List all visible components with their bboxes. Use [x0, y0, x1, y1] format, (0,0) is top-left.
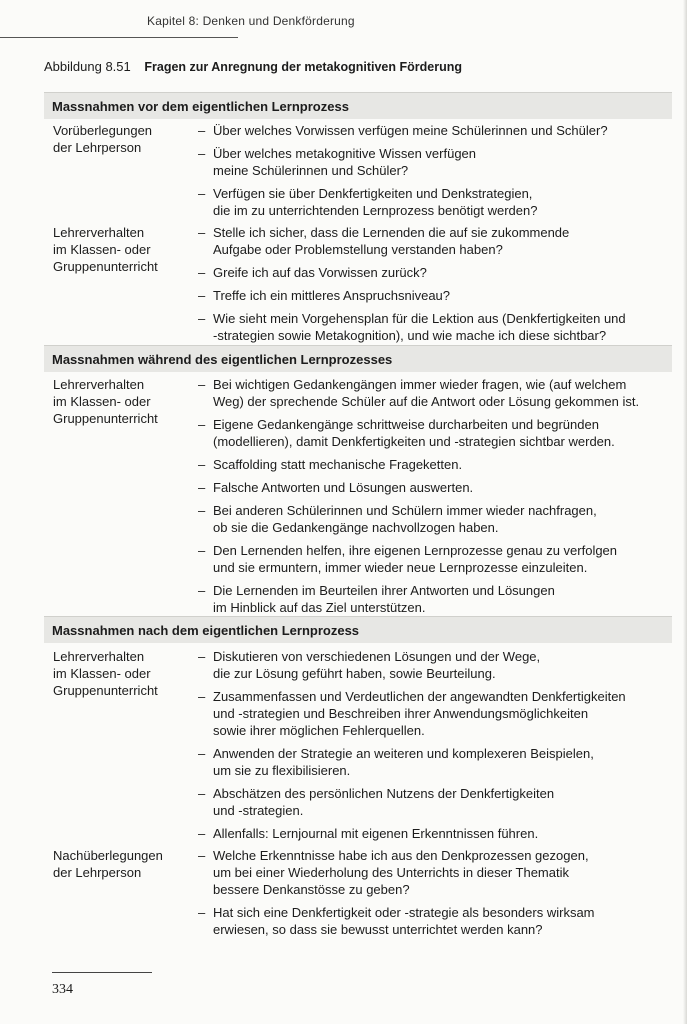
row-label: Lehrerverhalten im Klassen- oder Gruppenunterricht [53, 225, 158, 274]
figure-number: Abbildung 8.51 [44, 59, 131, 74]
row-label: Lehrerverhalten im Klassen- oder Gruppenunterricht [53, 377, 158, 426]
question-list [196, 224, 674, 350]
list-item: – Verfügen sie über Denkfertigkeiten und Denkstrategien, die im zu unterrichtenden Lernprozess benötigt werden? [196, 185, 674, 219]
list-item: – Abschätzen des persönlichen Nutzens der Denkfertigkeiten und -strategien. [196, 785, 674, 819]
figure-caption [44, 59, 462, 74]
list-item: – Über welches metakognitive Wissen verfügen meine Schülerinnen und Schüler? [196, 145, 674, 179]
page-number: 334 [52, 982, 73, 997]
row-label: Lehrerverhalten im Klassen- oder Gruppenunterricht [53, 649, 158, 698]
list-item: – Bei wichtigen Gedankengängen immer wieder fragen, wie (auf welchem Weg) der sprechende Schüler auf die Antwort oder Lösung gekommen ist. [196, 376, 674, 410]
list-item: – Hat sich eine Denkfertigkeit oder -strategie als besonders wirksam erwiesen, so dass sie bewusst unterrichtet werden kann? [196, 904, 674, 938]
row-label: Nachüberlegungen der Lehrperson [53, 848, 163, 880]
list-item: – Über welches Vorwissen verfügen meine Schülerinnen und Schüler? [196, 122, 674, 139]
section-heading-before: Massnahmen vor dem eigentlichen Lernprozess [44, 92, 672, 119]
list-item: – Welche Erkenntnisse habe ich aus den Denkprozessen gezogen, um bei einer Wiederholung des Unterrichts in dieser Thematik bessere Denkanstösse zu geben? [196, 847, 674, 898]
page-edge-shadow [683, 0, 687, 1024]
list-item: – Diskutieren von verschiedenen Lösungen und der Wege, die zur Lösung geführt haben, sowie Beurteilung. [196, 648, 674, 682]
section-heading-after: Massnahmen nach dem eigentlichen Lernprozess [44, 616, 672, 643]
footer-rule [52, 972, 152, 973]
measure-list [196, 376, 674, 622]
question-list [196, 847, 674, 944]
running-head: Kapitel 8: Denken und Denkförderung [147, 14, 355, 28]
list-item: – Anwenden der Strategie an weiteren und komplexeren Beispielen, um sie zu flexibilisieren. [196, 745, 674, 779]
list-item: – Eigene Gedankengänge schrittweise durcharbeiten und begründen (modellieren), damit Denkfertigkeiten und -strategien sichtbar werden. [196, 416, 674, 450]
figure-title: Fragen zur Anregnung der metakognitiven Förderung [144, 60, 462, 74]
list-item: – Greife ich auf das Vorwissen zurück? [196, 264, 674, 281]
list-item: – Bei anderen Schülerinnen und Schülern immer wieder nachfragen, ob sie die Gedankengänge nachvollzogen haben. [196, 502, 674, 536]
list-item: – Zusammenfassen und Verdeutlichen der angewandten Denkfertigkeiten und -strategien und Beschreiben ihrer Anwendungsmöglichkeiten sowie ihrer möglichen Fehlerquellen. [196, 688, 674, 739]
list-item: – Den Lernenden helfen, ihre eigenen Lernprozesse genau zu verfolgen und sie ermuntern, immer wieder neue Lernprozesse einzuleiten. [196, 542, 674, 576]
list-item: – Wie sieht mein Vorgehensplan für die Lektion aus (Denkfertigkeiten und -strategien sowie Metakognition), und wie mache ich diese sichtbar? [196, 310, 674, 344]
list-item: – Treffe ich ein mittleres Anspruchsniveau? [196, 287, 674, 304]
measure-list [196, 648, 674, 848]
question-list [196, 122, 674, 225]
list-item: – Falsche Antworten und Lösungen auswerten. [196, 479, 674, 496]
section-heading-during: Massnahmen während des eigentlichen Lernprozesses [44, 345, 672, 372]
row-label: Vorüberlegungen der Lehrperson [53, 123, 153, 155]
list-item: – Scaffolding statt mechanische Frageketten. [196, 456, 674, 473]
list-item: – Die Lernenden im Beurteilen ihrer Antworten und Lösungen im Hinblick auf das Ziel unterstützen. [196, 582, 674, 616]
list-item: – Allenfalls: Lernjournal mit eigenen Erkenntnissen führen. [196, 825, 674, 842]
list-item: – Stelle ich sicher, dass die Lernenden die auf sie zukommende Aufgabe oder Problemstellung verstanden haben? [196, 224, 674, 258]
running-head-rule [0, 37, 238, 38]
